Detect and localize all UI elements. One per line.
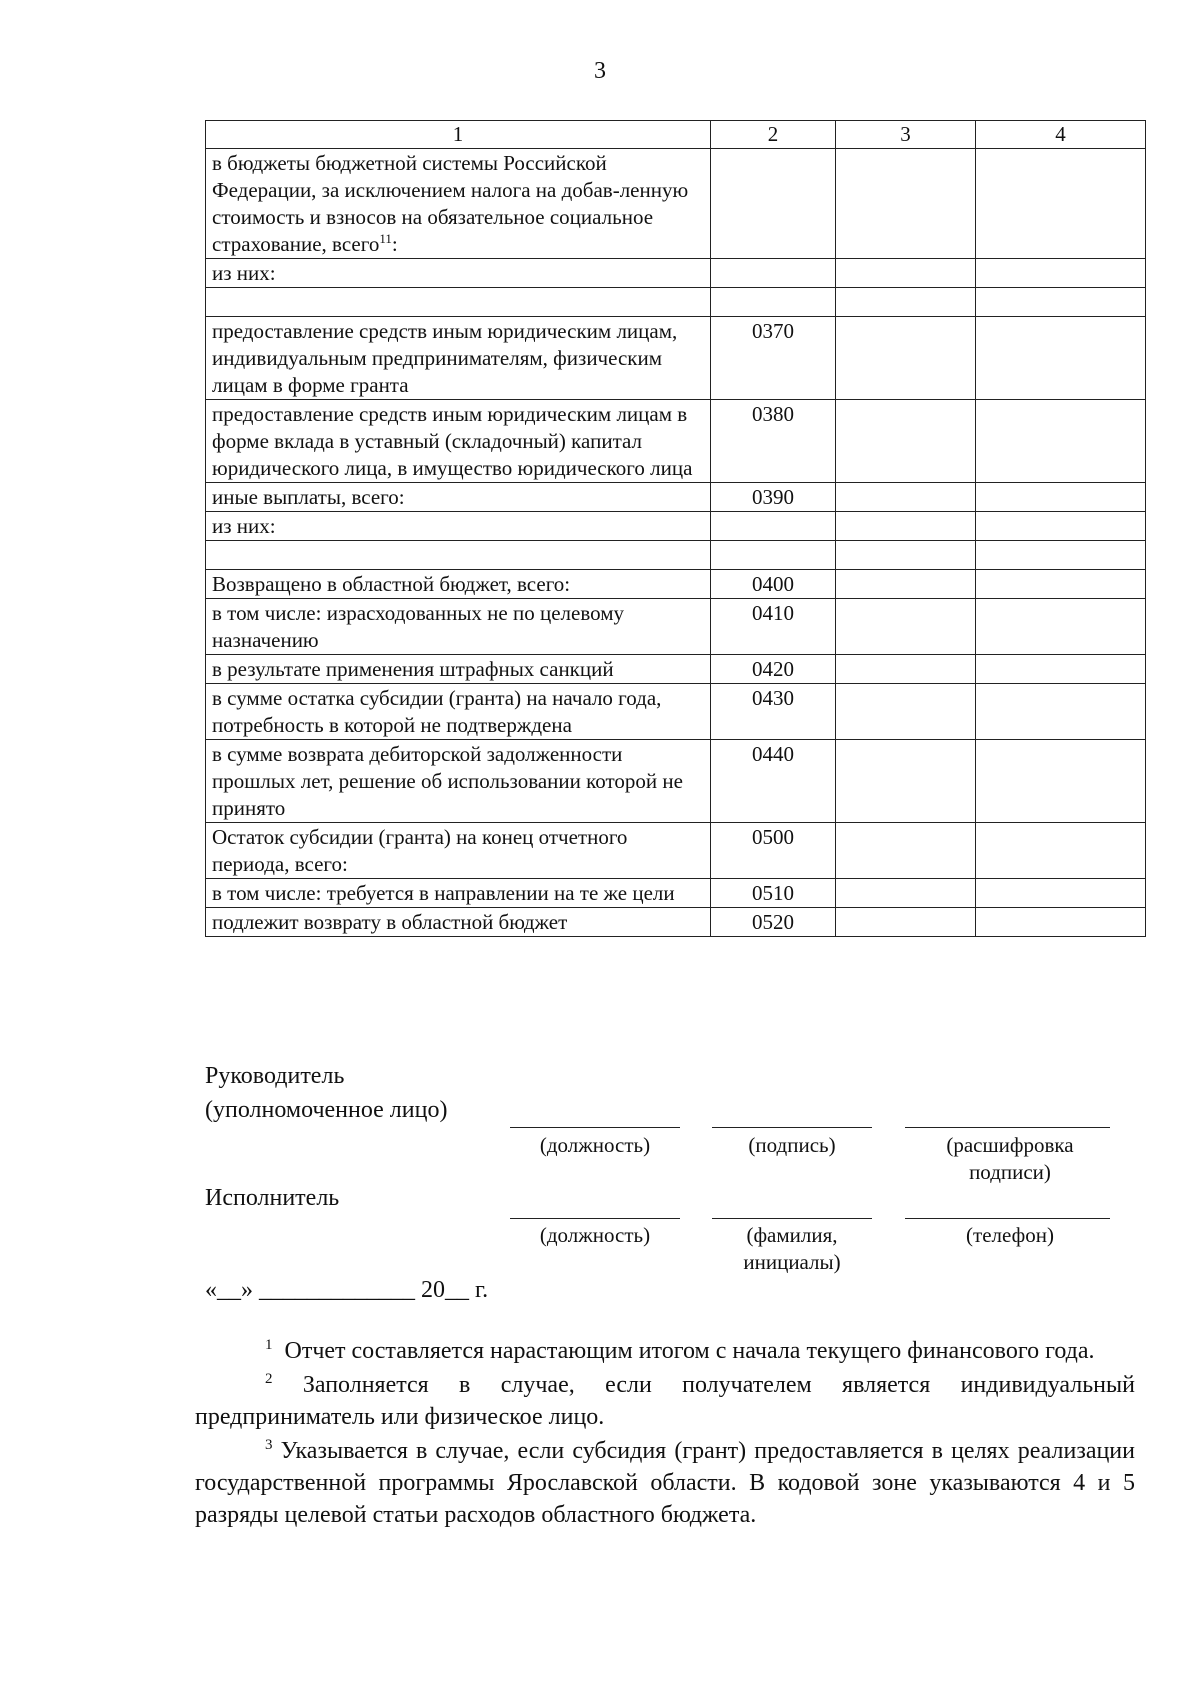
table-row	[206, 879, 1146, 908]
row-label: Возвращено в областной бюджет, всего:	[206, 570, 711, 599]
row-code: 0390	[711, 483, 836, 512]
header-cell: 2	[711, 121, 836, 149]
head-subtitle: (уполномоченное лицо)	[205, 1097, 448, 1123]
row-label: предоставление средств иным юридическим лицам, индивидуальным предпринимателям, физическим лицам в форме гранта	[206, 317, 711, 400]
row-value-cell	[976, 259, 1146, 288]
row-value-cell	[836, 655, 976, 684]
table-row	[206, 908, 1146, 937]
row-label: из них:	[206, 512, 711, 541]
table-row	[206, 740, 1146, 823]
row-code: 0500	[711, 823, 836, 879]
row-code	[711, 259, 836, 288]
table-row	[206, 317, 1146, 400]
row-label: подлежит возврату в областной бюджет	[206, 908, 711, 937]
fullname-caption: (фамилия, инициалы)	[743, 1223, 841, 1274]
signature-line	[712, 1218, 872, 1219]
row-value-cell	[836, 823, 976, 879]
signature-line	[510, 1218, 680, 1219]
table-row	[206, 288, 1146, 317]
row-value-cell	[976, 823, 1146, 879]
row-value-cell	[836, 599, 976, 655]
row-value-cell	[976, 317, 1146, 400]
row-label: в том числе: требуется в направлении на те же цели	[206, 879, 711, 908]
date-line: «__» _____________ 20__ г.	[205, 1277, 489, 1303]
row-value-cell	[836, 317, 976, 400]
row-code	[711, 149, 836, 259]
row-value-cell	[836, 149, 976, 259]
row-value-cell	[976, 655, 1146, 684]
header-cell: 1	[206, 121, 711, 149]
signature-line	[712, 1127, 872, 1128]
executor-title: Исполнитель	[205, 1185, 340, 1211]
row-code	[711, 288, 836, 317]
table-row	[206, 599, 1146, 655]
position-caption: (должность)	[539, 1223, 651, 1247]
row-label: иные выплаты, всего:	[206, 483, 711, 512]
table-row	[206, 259, 1146, 288]
signature-caption: (подпись)	[748, 1133, 836, 1157]
row-value-cell	[976, 149, 1146, 259]
row-label: в бюджеты бюджетной системы Российской Федерации, за исключением налога на добав-ленную стоимость и взносов на обязательное социальное страхование, всего$^{11}$:	[206, 149, 711, 259]
row-label: в результате применения штрафных санкций	[206, 655, 711, 684]
footnote: $^1$ Отчет составляется нарастающим итогом с начала текущего финансового года.	[265, 1337, 1095, 1364]
row-value-cell	[836, 400, 976, 483]
row-value-cell	[976, 483, 1146, 512]
phone-caption: (телефон)	[966, 1223, 1054, 1247]
table-row	[206, 541, 1146, 570]
row-value-cell	[836, 570, 976, 599]
table-row	[206, 512, 1146, 541]
header-cell: 4	[976, 121, 1146, 149]
table-row	[206, 684, 1146, 740]
row-code: 0520	[711, 908, 836, 937]
table-row	[206, 149, 1146, 259]
footnote: $^2$ Заполняется в случае, если получателем является индивидуальный предприниматель или физическое лицо.	[195, 1371, 1135, 1430]
row-label: в сумме остатка субсидии (гранта) на начало года, потребность в которой не подтверждена	[206, 684, 711, 740]
name-caption: (расшифровка подписи)	[946, 1133, 1074, 1184]
table-row	[206, 655, 1146, 684]
row-value-cell	[836, 908, 976, 937]
row-value-cell	[976, 512, 1146, 541]
row-label: из них:	[206, 259, 711, 288]
row-value-cell	[836, 879, 976, 908]
row-label: предоставление средств иным юридическим лицам в форме вклада в уставный (складочный) капитал юридического лица, в имущество юридического лица	[206, 400, 711, 483]
row-code: 0510	[711, 879, 836, 908]
signature-line	[905, 1127, 1110, 1128]
head-title: Руководитель	[205, 1063, 345, 1089]
page-number: 3	[594, 58, 606, 84]
footnote: $^3$ Указывается в случае, если субсидия (грант) предоставляется в целях реализации государственной программы Ярославской области. В кодовой зоне указываются 4 и 5 разряды целевой статьи расходов областного бюджета.	[195, 1437, 1135, 1528]
footnotes	[195, 1335, 1135, 1533]
header-cell: 3	[836, 121, 976, 149]
row-label	[206, 288, 711, 317]
table-row	[206, 483, 1146, 512]
signature-line	[905, 1218, 1110, 1219]
row-value-cell	[976, 599, 1146, 655]
row-value-cell	[836, 288, 976, 317]
row-value-cell	[836, 512, 976, 541]
row-code: 0410	[711, 599, 836, 655]
row-value-cell	[976, 541, 1146, 570]
row-label	[206, 541, 711, 570]
row-value-cell	[976, 908, 1146, 937]
row-value-cell	[976, 288, 1146, 317]
row-code: 0430	[711, 684, 836, 740]
row-code	[711, 512, 836, 541]
table-row	[206, 823, 1146, 879]
row-value-cell	[976, 879, 1146, 908]
row-value-cell	[976, 400, 1146, 483]
row-code: 0400	[711, 570, 836, 599]
row-value-cell	[976, 570, 1146, 599]
row-value-cell	[836, 740, 976, 823]
table-header-row	[206, 121, 1146, 149]
table-row	[206, 400, 1146, 483]
row-label: Остаток субсидии (гранта) на конец отчетного периода, всего:	[206, 823, 711, 879]
report-table	[205, 120, 1146, 937]
row-value-cell	[836, 684, 976, 740]
table-row	[206, 570, 1146, 599]
row-code: 0420	[711, 655, 836, 684]
row-value-cell	[836, 541, 976, 570]
position-caption: (должность)	[539, 1133, 651, 1157]
row-value-cell	[836, 259, 976, 288]
row-code: 0440	[711, 740, 836, 823]
row-label: в сумме возврата дебиторской задолженности прошлых лет, решение об использовании которой не принято	[206, 740, 711, 823]
signature-line	[510, 1127, 680, 1128]
row-code	[711, 541, 836, 570]
row-label: в том числе: израсходованных не по целевому назначению	[206, 599, 711, 655]
row-value-cell	[976, 684, 1146, 740]
row-code: 0380	[711, 400, 836, 483]
row-value-cell	[976, 740, 1146, 823]
row-code: 0370	[711, 317, 836, 400]
row-value-cell	[836, 483, 976, 512]
